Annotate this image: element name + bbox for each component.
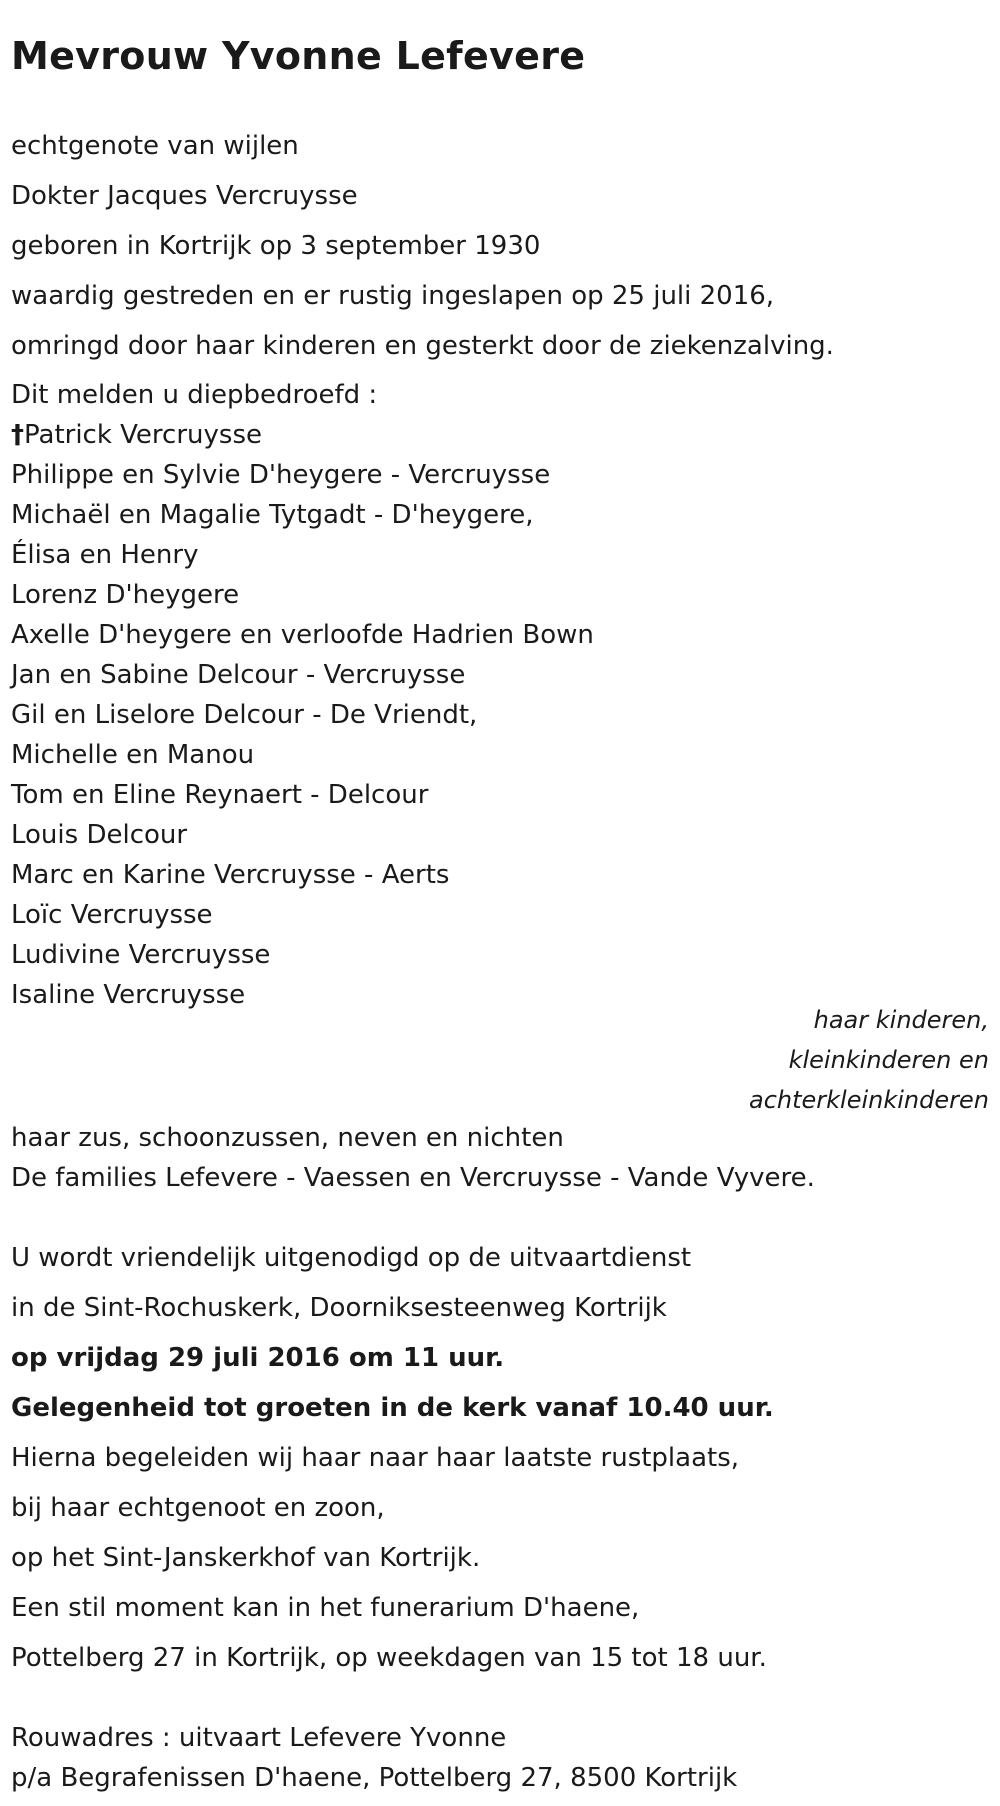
family-member: Élisa en Henry xyxy=(11,540,199,570)
family-member: Axelle D'heygere en verloofde Hadrien Bown xyxy=(11,620,594,650)
intro-line: echtgenote van wijlen xyxy=(11,131,299,161)
family-member: Louis Delcour xyxy=(11,820,188,850)
extra-family-line: haar zus, schoonzussen, neven en nichten xyxy=(11,1123,564,1153)
extra-family-line: De families Lefevere - Vaessen en Vercruysse - Vande Vyvere. xyxy=(11,1163,815,1193)
service-invitation: U wordt vriendelijk uitgenodigd op de uitvaartdienst xyxy=(11,1243,692,1273)
mourning-address xyxy=(11,1718,737,1798)
family-member: Marc en Karine Vercruysse - Aerts xyxy=(11,860,450,890)
address-line: p/a Begrafenissen D'haene, Pottelberg 27, 8500 Kortrijk xyxy=(11,1763,738,1793)
intro-line: geboren in Kortrijk op 3 september 1930 xyxy=(11,231,541,261)
page-title: Mevrouw Yvonne Lefevere xyxy=(11,34,586,78)
burial-line: op het Sint-Janskerkhof van Kortrijk. xyxy=(11,1543,481,1573)
family-member: Tom en Eline Reynaert - Delcour xyxy=(11,780,429,810)
family-announcement: Dit melden u diepbedroefd : xyxy=(11,380,378,410)
burial-line: bij haar echtgenoot en zoon, xyxy=(11,1493,385,1523)
family-member: Gil en Liselore Delcour - De Vriendt, xyxy=(11,700,478,730)
intro-line: Dokter Jacques Vercruysse xyxy=(11,181,358,211)
extra-family-section xyxy=(11,1118,815,1198)
family-member: Jan en Sabine Delcour - Vercruysse xyxy=(11,660,466,690)
relation-line: achterkleinkinderen xyxy=(749,1086,989,1114)
family-relation xyxy=(749,1000,989,1120)
family-section xyxy=(11,375,594,1015)
family-member: Philippe en Sylvie D'heygere - Vercruysse xyxy=(11,460,551,490)
intro-line: waardig gestreden en er rustig ingeslapen op 25 juli 2016, xyxy=(11,281,775,311)
intro-section xyxy=(11,121,834,371)
intro-line: omringd door haar kinderen en gesterkt door de ziekenzalving. xyxy=(11,331,834,361)
service-greeting: Gelegenheid tot groeten in de kerk vanaf 10.40 uur. xyxy=(11,1393,774,1423)
family-member: Michaël en Magalie Tytgadt - D'heygere, xyxy=(11,500,534,530)
relation-line: haar kinderen, xyxy=(813,1006,989,1034)
family-member: Ludivine Vercruysse xyxy=(11,940,271,970)
family-member: Michelle en Manou xyxy=(11,740,255,770)
relation-line: kleinkinderen en xyxy=(788,1046,989,1074)
family-member: Lorenz D'heygere xyxy=(11,580,240,610)
address-line: Rouwadres : uitvaart Lefevere Yvonne xyxy=(11,1723,507,1753)
service-section xyxy=(11,1233,774,1683)
family-member: Isaline Vercruysse xyxy=(11,980,246,1010)
family-member: Loïc Vercruysse xyxy=(11,900,213,930)
service-date-time: op vrijdag 29 juli 2016 om 11 uur. xyxy=(11,1343,505,1373)
moment-line: Pottelberg 27 in Kortrijk, op weekdagen van 15 tot 18 uur. xyxy=(11,1643,767,1673)
moment-line: Een stil moment kan in het funerarium D'haene, xyxy=(11,1593,640,1623)
burial-line: Hierna begeleiden wij haar naar haar laatste rustplaats, xyxy=(11,1443,740,1473)
service-location: in de Sint-Rochuskerk, Doorniksesteenweg Kortrijk xyxy=(11,1293,667,1323)
cross-icon: † xyxy=(11,420,24,450)
deceased-son-line xyxy=(11,415,594,455)
deceased-son-name: Patrick Vercruysse xyxy=(24,420,262,450)
